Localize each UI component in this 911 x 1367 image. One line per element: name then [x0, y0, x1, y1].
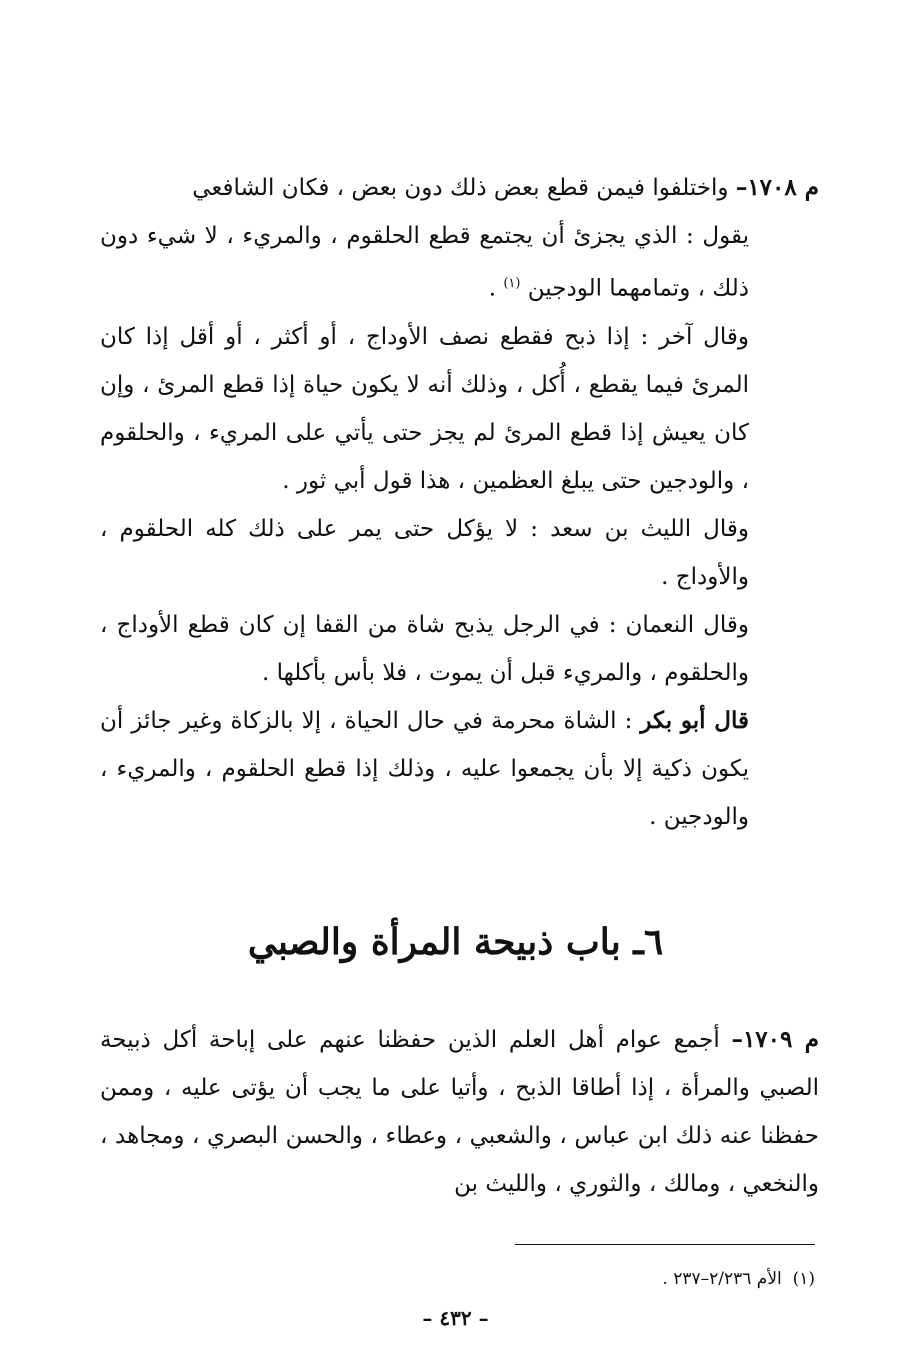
footnote [100, 1266, 815, 1292]
paragraph-1709 [100, 1016, 819, 1208]
section-1709 [100, 1016, 819, 1208]
paragraph-text: واختلفوا فيمن قطع بعض ذلك دون بعض ، فكان الشافعي [192, 175, 729, 201]
paragraph-text: : الشاة محرمة في حال الحياة ، إلا بالزكاة وغير جائز أن يكون ذكية إلا بأن يجمعوا عليه ، وذلك إذا قطع الحلقوم ، والمريء ، والودجين . [100, 707, 749, 830]
footnote-marker: (١) [503, 276, 521, 291]
author-lead: قال أبو بكر [640, 706, 749, 734]
paragraph-1708-numan: وقال النعمان : في الرجل يذبح شاة من القفا إن كان قطع الأوداج ، والحلقوم ، والمريء قبل أن يموت ، فلا بأس بأكلها . [100, 611, 749, 686]
paragraph-1708-other-view: وقال آخر : إذا ذبح فقطع نصف الأوداج ، أو أكثر ، أو أقل إذا كان المرئ فيما يقطع ، أُكل ، وذلك أنه لا يكون حياة إذا قطع المرئ ، وإن كان يعيش إذا قطع المرئ لم يجز حتى يأتي على المريء ، والحلقوم ، والودجين حتى يبلغ العظمين ، هذا قول أبي ثور . [100, 323, 749, 494]
issue-number: م ١٧٠٨– [735, 174, 819, 201]
paragraph-1708-abu-bakr [100, 697, 819, 841]
issue-number: م ١٧٠٩– [731, 1026, 820, 1053]
paragraph-end: . [488, 275, 497, 302]
footnote-divider [515, 1244, 815, 1245]
paragraph-1708-layth: وقال الليث بن سعد : لا يؤكل حتى يمر على ذلك كله الحلقوم ، والأوداج . [100, 515, 749, 590]
chapter-heading: ٦ـ باب ذبيحة المرأة والصبي [247, 921, 664, 963]
paragraph-text: يقول : الذي يجزئ أن يجتمع قطع الحلقوم ، والمريء ، لا شيء دون ذلك ، وتمامهما الودجين [100, 223, 749, 302]
paragraph-1708-opening [100, 164, 819, 212]
section-1708 [100, 164, 819, 841]
paragraph-1708-shafii [100, 212, 819, 313]
footnote-marker: (١) [792, 1269, 815, 1289]
page-number: – ٤٣٢ – [422, 1306, 489, 1330]
footnote-text: الأم ٢/٢٣٦–٢٣٧ . [662, 1269, 782, 1289]
paragraph-text: أجمع عوام أهل العلم الذين حفظنا عنهم على إباحة أكل ذبيحة الصبي والمرأة ، إذا أطاقا الذبح ، وأتيا على ما يجب أن يؤتى عليه ، وممن حفظنا عنه ذلك ابن عباس ، والشعبي ، وعطاء ، والحسن البصري ، ومجاهد ، والنخعي ، ومالك ، والثوري ، والليث بن [100, 1027, 819, 1197]
